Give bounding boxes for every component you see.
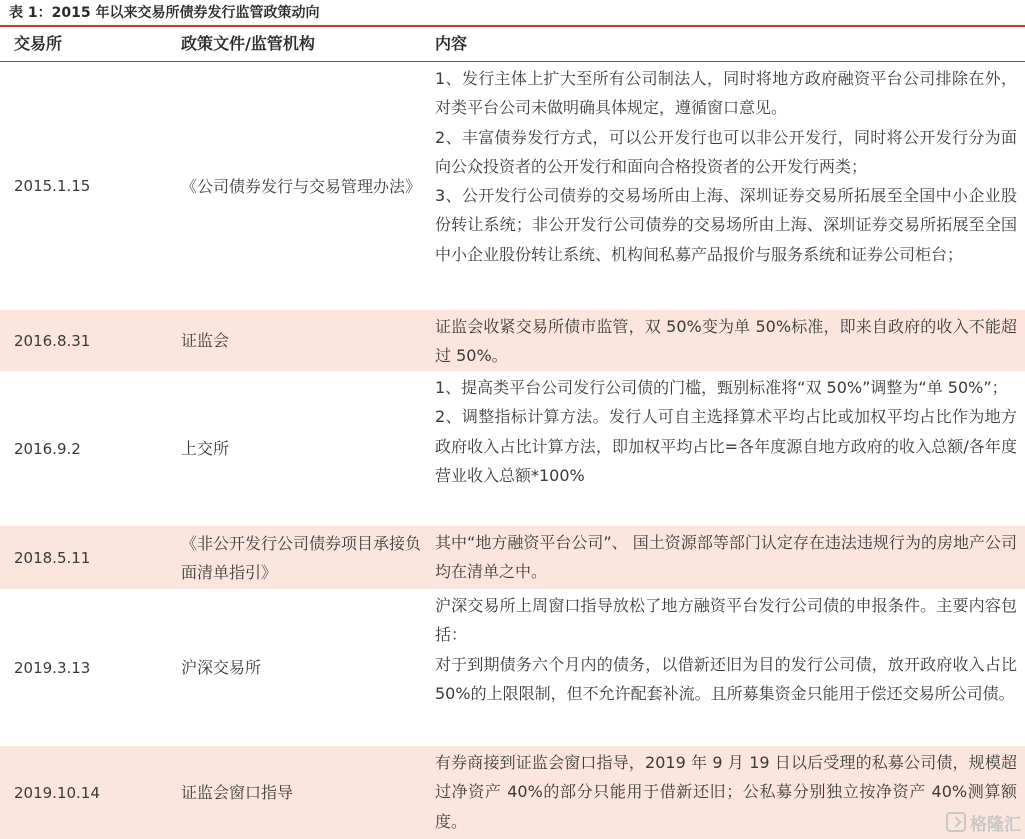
watermark-logo-icon xyxy=(946,812,966,832)
table-row xyxy=(0,589,1025,746)
watermark-text: 格隆汇 xyxy=(970,814,1021,835)
table-row xyxy=(0,526,1025,589)
content-paragraph: 3、公开发行公司债券的交易场所由上海、深圳证券交易所拓展至全国中小企业股份转让系统；非公开发行公司债券的交易场所由上海、深圳证券交易所拓展至全国中小企业股份转让系统、机构间私募产品报价与服务系统和证券公司柜台； xyxy=(435,186,1017,264)
row-policy-doc: 上交所 xyxy=(181,439,230,458)
header-policy: 政策文件/监管机构 xyxy=(181,34,315,53)
content-paragraph: 证监会收紧交易所债市监管，双 50%变为单 50%标准，即来自政府的收入不能超过 50%。 xyxy=(435,317,1017,366)
content-paragraph: 2、丰富债券发行方式，可以公开发行也可以非公开发行，同时将公开发行分为面向公众投资者的公开发行和面向合格投资者的公开发行两类； xyxy=(435,127,1017,176)
row-content xyxy=(435,591,1017,708)
row-date: 2018.5.11 xyxy=(14,548,91,567)
table-caption: 表 1：2015 年以来交易所债券发行监管政策动向 xyxy=(9,5,320,21)
row-policy-doc: 沪深交易所 xyxy=(181,658,262,677)
watermark xyxy=(946,808,1021,836)
row-content xyxy=(435,64,1017,269)
content-paragraph: 有券商接到证监会窗口指导，2019 年 9 月 19 日以后受理的私募公司债，规模超过净资产 40%的部分只能用于借新还旧；公私募分别独立按净资产 40%测算额度。 xyxy=(435,753,1017,831)
row-content xyxy=(435,528,1017,587)
row-date: 2015.1.15 xyxy=(14,177,91,195)
content-paragraph: 对于到期债务六个月内的债务，以借新还旧为目的发行公司债，放开政府收入占比 50%的上限限制，但不允许配套补流。且所募集资金只能用于偿还交易所公司债。 xyxy=(435,654,1017,703)
row-content xyxy=(435,748,1017,836)
row-date: 2019.10.14 xyxy=(14,783,100,802)
content-paragraph: 1、发行主体上扩大至所有公司制法人，同时将地方政府融资平台公司排除在外，对类平台公司未做明确具体规定，遵循窗口意见。 xyxy=(435,69,1017,118)
row-policy-doc: 《非公开发行公司债券项目承接负面清单指引》 xyxy=(181,533,422,582)
row-date: 2019.3.13 xyxy=(14,658,91,677)
row-policy-doc: 证监会窗口指导 xyxy=(181,783,294,802)
content-paragraph: 沪深交易所上周窗口指导放松了地方融资平台发行公司债的申报条件。主要内容包括： xyxy=(435,596,1017,645)
row-content xyxy=(435,312,1017,371)
content-paragraph: 其中“地方融资平台公司”、 国土资源部等部门认定存在违法违规行为的房地产公司均在清单之中。 xyxy=(435,533,1017,582)
row-policy-doc: 证监会 xyxy=(181,331,230,350)
row-content xyxy=(435,373,1017,490)
table-row xyxy=(0,746,1025,839)
table-row xyxy=(0,62,1025,310)
header-content: 内容 xyxy=(435,34,468,53)
content-paragraph: 2、调整指标计算方法。发行人可自主选择算术平均占比或加权平均占比作为地方政府收入占比计算方法，即加权平均占比=各年度源自地方政府的收入总额/各年度营业收入总额*100% xyxy=(435,407,1017,485)
header-exchange: 交易所 xyxy=(14,34,63,53)
table-header xyxy=(0,27,1025,61)
row-policy-doc: 《公司债券发行与交易管理办法》 xyxy=(181,176,422,196)
table-row xyxy=(0,310,1025,371)
content-paragraph: 1、提高类平台公司发行公司债的门槛，甄别标准将“双 50%”调整为“单 50%”； xyxy=(435,378,1008,397)
table-row xyxy=(0,371,1025,526)
row-date: 2016.8.31 xyxy=(14,331,91,350)
row-date: 2016.9.2 xyxy=(14,439,81,458)
